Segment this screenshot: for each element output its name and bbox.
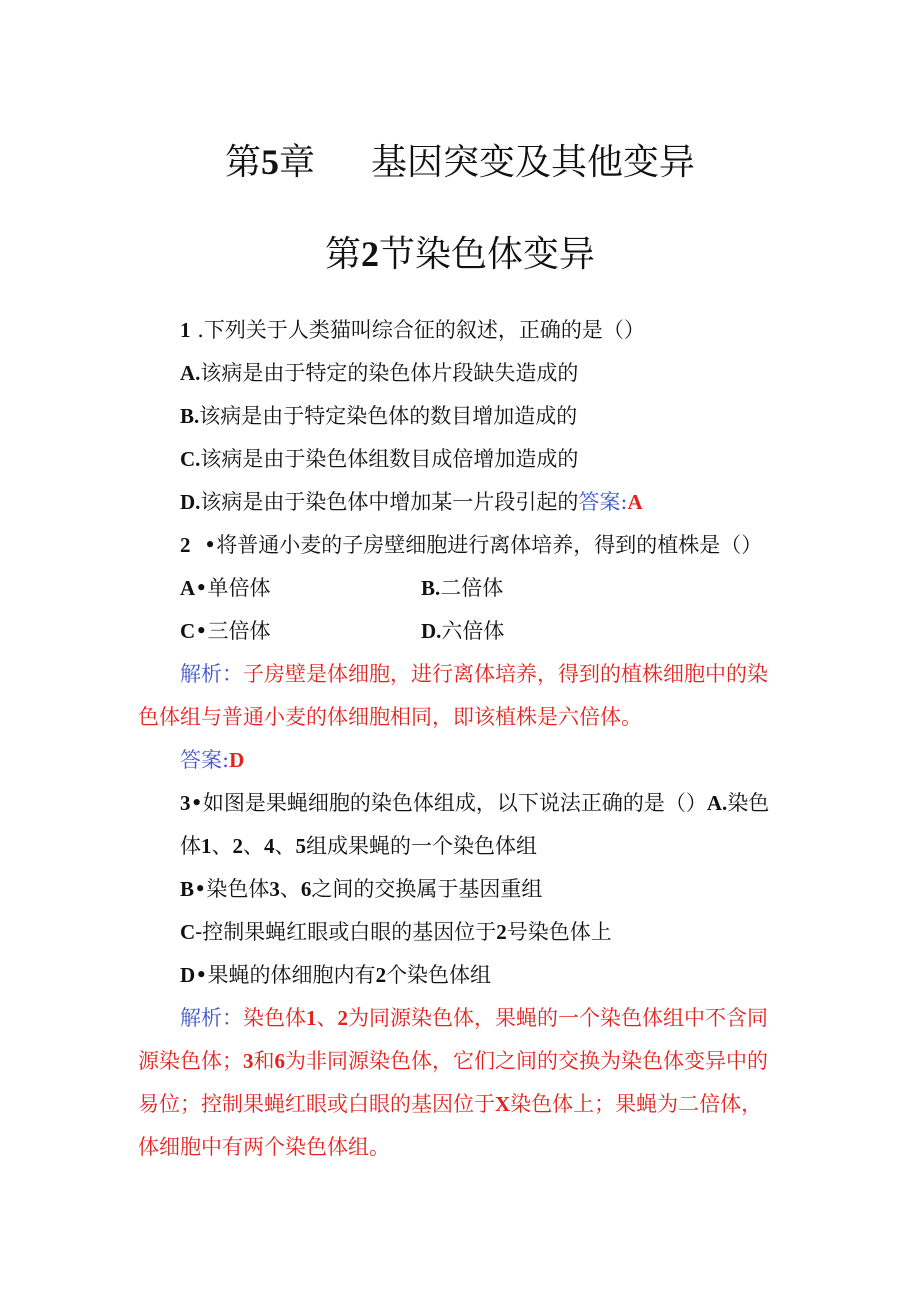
answer-label: 答案: (180, 748, 230, 772)
question-1-option-a: A.该病是由于特定的染色体片段缺失造成的 (180, 361, 579, 385)
analysis-label: 解析： (180, 1006, 243, 1030)
question-3-option-d: D•果蝇的体细胞内有2个染色体组 (180, 963, 492, 987)
question-3-analysis-line-3: 易位；控制果蝇红眼或白眼的基因位于X染色体上；果蝇为二倍体， (138, 1092, 763, 1116)
question-2-option-b: B.二倍体 (421, 576, 504, 600)
answer-value: A (627, 490, 643, 514)
question-3-analysis-line-4: 体细胞中有两个染色体组。 (138, 1135, 390, 1159)
question-2-analysis-line-1: 解析：子房壁是体细胞，进行离体培养，得到的植株细胞中的染 (180, 662, 768, 686)
question-1-option-c: C.该病是由于染色体组数目成倍增加造成的 (180, 447, 579, 471)
question-3-option-a-cont: 体1、2、4、5组成果蝇的一个染色体组 (180, 834, 537, 858)
question-1-option-b: B.该病是由于特定染色体的数目增加造成的 (180, 404, 578, 428)
question-2-analysis-line-2: 色体组与普通小麦的体细胞相同，即该植株是六倍体。 (138, 705, 642, 729)
analysis-label: 解析： (180, 662, 243, 686)
question-1-stem: 1 .下列关于人类猫叫综合征的叙述，正确的是（） (180, 318, 645, 342)
answer-label: 答案: (578, 490, 628, 514)
question-2-stem: 2 •将普通小麦的子房壁细胞进行离体培养，得到的植株是（） (180, 533, 763, 557)
question-3-stem: 3•如图是果蝇细胞的染色体组成，以下说法正确的是（）A.染色 (180, 791, 770, 815)
question-3-analysis-line-1: 解析：染色体1、2为同源染色体，果蝇的一个染色体组中不含同 (180, 1006, 768, 1030)
chapter-title: 第5章 基因突变及其他变异 (224, 142, 696, 183)
question-2-answer (180, 744, 244, 774)
question-3-option-c: C-控制果蝇红眼或白眼的基因位于2号染色体上 (180, 920, 612, 944)
question-1-option-d: D.该病是由于染色体中增加某一片段引起的答案:A (180, 490, 643, 514)
question-3-option-b: B•染色体3、6之间的交换属于基因重组 (180, 877, 543, 901)
section-title: 第2节染色体变异 (324, 234, 596, 275)
question-2-option-a: A•单倍体 (180, 576, 271, 600)
question-2-option-c: C•三倍体 (180, 619, 271, 643)
answer-value: D (229, 748, 245, 772)
question-3-analysis-line-2: 源染色体；3和6为非同源染色体，它们之间的交换为染色体变异中的 (138, 1049, 768, 1073)
question-2-option-d: D.六倍体 (421, 619, 505, 643)
